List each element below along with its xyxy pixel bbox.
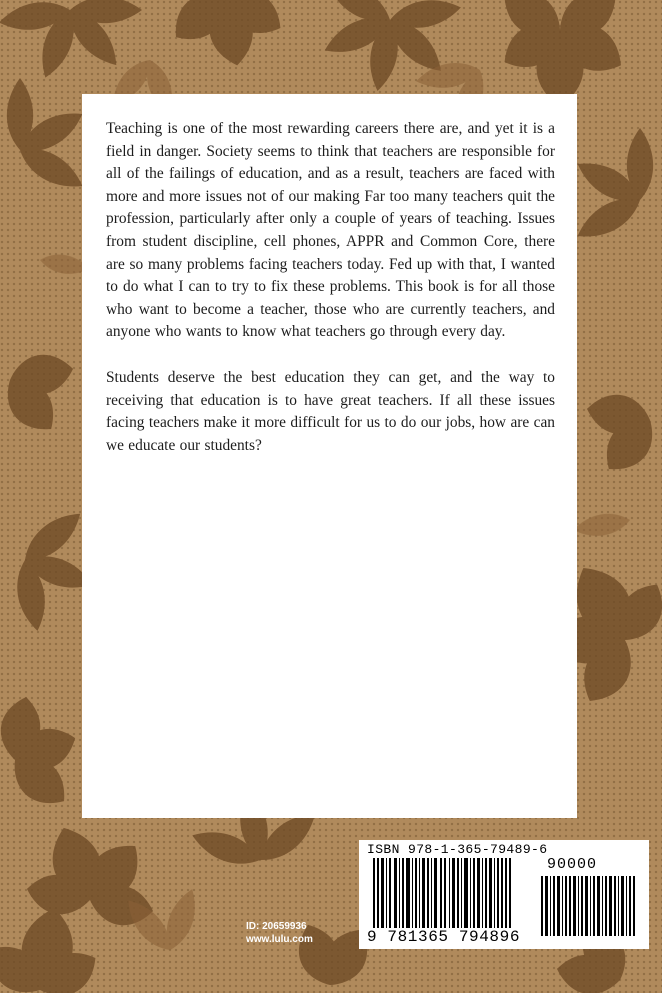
blurb-paragraph-2: Students deserve the best education they can get, and the way to receiving that education is to have great teachers. If all these issues facing teachers make it more difficult for us to do our jobs, how are can we educate our students? bbox=[106, 368, 555, 454]
price-code: 90000 bbox=[547, 856, 598, 873]
blurb-paragraph-1: Teaching is one of the most rewarding careers there are, and yet it is a field in danger. Society seems to think that teachers are responsible for all of the failings of education, and as a result, teachers are faced with more and more issues not of our making Far too many teachers quit the profession, particularly after only a couple of years of teaching. Issues from student discipline, cell phones, APPR and Common Core, there are so many problems facing teachers today. Fed up with that, I wanted to do what I can to try to fix these problems. This book is for all those who want to become a teacher, those who are currently teachers, and anyone who wants to know what teachers go through every day. bbox=[106, 120, 555, 341]
publisher-id: ID: 20659936 bbox=[246, 921, 307, 932]
isbn-label: ISBN 978-1-365-79489-6 bbox=[367, 842, 548, 857]
blurb-panel bbox=[82, 94, 577, 818]
ean13-barcode-bars bbox=[359, 856, 539, 938]
barcode-digits: 9 781365 794896 bbox=[367, 928, 521, 946]
isbn-barcode bbox=[359, 840, 649, 949]
publisher-info bbox=[246, 920, 313, 946]
publisher-website: www.lulu.com bbox=[246, 934, 313, 945]
